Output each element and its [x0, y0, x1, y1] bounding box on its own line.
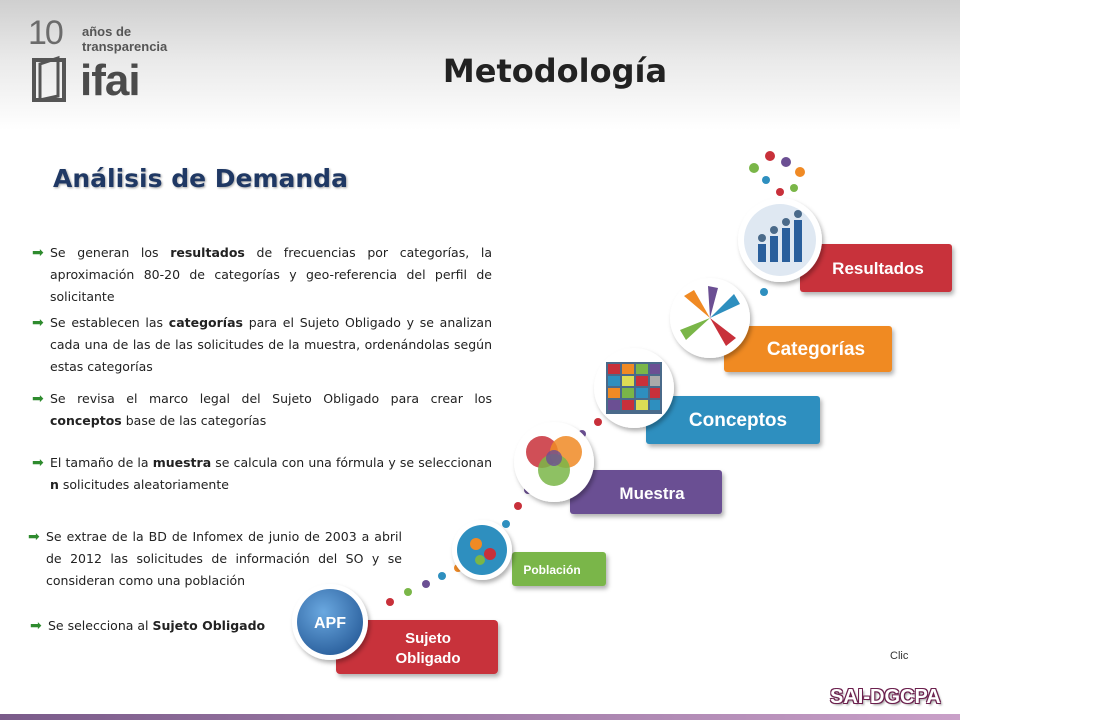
step-categorias — [670, 278, 892, 372]
muestra-label: Muestra — [619, 484, 685, 503]
resultados-label: Resultados — [832, 259, 924, 278]
sujeto-label-1: Sujeto — [405, 630, 451, 647]
step-poblacion — [452, 520, 606, 586]
bottom-line — [0, 714, 960, 720]
poblacion-label: Población — [523, 563, 581, 577]
conceptos-label: Conceptos — [688, 410, 788, 431]
logo-line2: transparencia — [82, 39, 168, 54]
bullet-text: de frecuencias por categorías, la aproximación 80-20 de categorías y geo-referencia del perfil de solicitante — [50, 245, 492, 304]
bullet-bold-text: resultados — [170, 245, 245, 260]
bullet-text: para el Sujeto Obligado y se analizan cada una de las de las solicitudes de la muestra, ordenándolas según estas categorías — [50, 315, 492, 374]
bullet-bold-text: Sujeto Obligado — [152, 618, 266, 633]
logo-brand: ifai — [80, 56, 140, 105]
bullet-text: Se establecen las — [50, 315, 169, 330]
logo-line1: años de — [82, 24, 132, 39]
bullet-bold-text: n — [50, 477, 59, 492]
arrow-bullet-icon: ➡ — [28, 529, 40, 545]
bullet-text: se calcula con una fórmula y se seleccionan — [211, 455, 492, 470]
arrow-bullet-icon: ➡ — [32, 245, 44, 261]
clic-text[interactable]: Clic — [890, 650, 909, 662]
bullet-sujeto-obligado — [30, 615, 308, 637]
bullet-text: Se extrae de la BD de Infomex de junio de 2003 a abril de 2012 las solicitudes de información del SO y se consideran como una población — [46, 529, 402, 588]
sujeto-label-2: Obligado — [395, 650, 461, 667]
bullet-bold-text: categorías — [168, 315, 243, 330]
bullet-text: Se selecciona al — [48, 618, 153, 633]
bullet-bold-text: conceptos — [50, 413, 122, 428]
page-title: Metodología — [442, 52, 668, 90]
arrow-bullet-icon: ➡ — [32, 391, 44, 407]
step-sujeto-obligado — [292, 584, 498, 674]
bullet-text: base de las categorías — [121, 413, 267, 428]
arrow-bullet-icon: ➡ — [32, 315, 44, 331]
categorias-label: Categorías — [766, 339, 866, 360]
bullet-text: solicitudes aleatoriamente — [58, 477, 229, 492]
bullet-text: Se revisa el marco legal del Sujeto Obligado para crear los — [50, 391, 492, 406]
bullet-bold-text: muestra — [152, 455, 212, 470]
bullet-text: El tamaño de la — [50, 455, 153, 470]
logo-number: 10 — [28, 14, 62, 52]
section-title: Análisis de Demanda — [53, 164, 348, 193]
apf-label: APF — [314, 615, 346, 632]
arrow-bullet-icon: ➡ — [32, 455, 44, 471]
footer-brand: SAI-DGCPA — [830, 686, 941, 708]
step-resultados — [738, 198, 952, 292]
arrow-bullet-icon: ➡ — [30, 618, 42, 634]
bullet-text: Se generan los — [50, 245, 171, 260]
logo-years-text — [82, 24, 167, 54]
